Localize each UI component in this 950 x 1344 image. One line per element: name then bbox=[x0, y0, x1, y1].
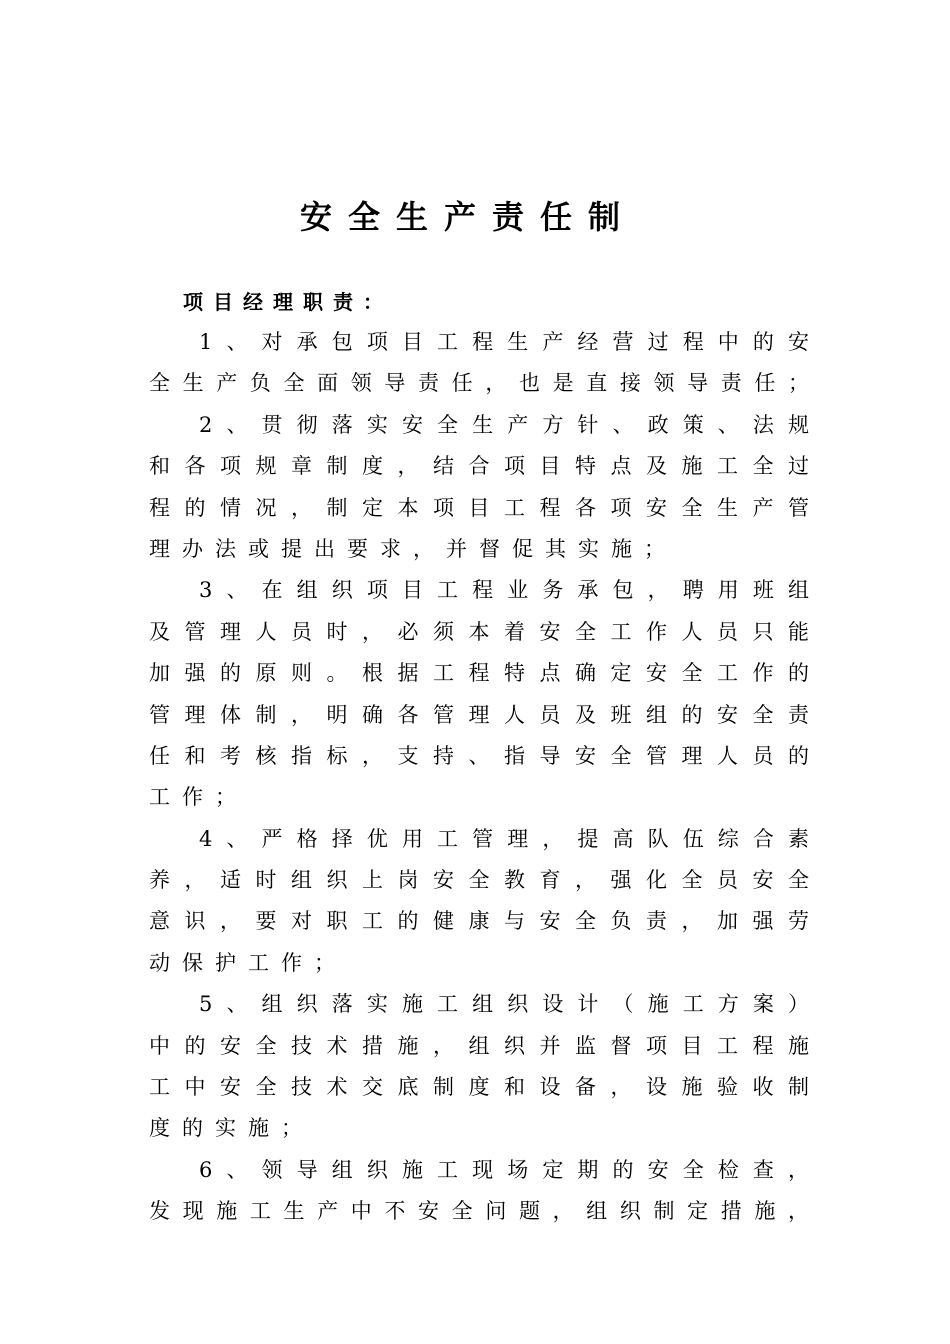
body-line: 和各项规章制度，结合项目特点及施工全过 bbox=[149, 454, 809, 479]
body-line: 意识，要对职工的健康与安全负责，加强劳 bbox=[149, 909, 809, 934]
body-line: 工中安全技术交底制度和设备，设施验收制 bbox=[149, 1075, 809, 1100]
body-line: 6、领导组织施工现场定期的安全检查， bbox=[199, 1157, 809, 1182]
body-line: 5、组织落实施工组织设计（施工方案） bbox=[199, 992, 809, 1017]
body-line: 动保护工作； bbox=[149, 950, 347, 975]
document-body bbox=[149, 322, 809, 1233]
body-line: 管理体制，明确各管理人员及班组的安全责 bbox=[149, 702, 809, 727]
body-line: 4、严格择优用工管理，提高队伍综合素 bbox=[199, 826, 809, 851]
document-title: 安全生产责任制 bbox=[299, 198, 636, 236]
body-line: 3、在组织项目工程业务承包，聘用班组 bbox=[199, 578, 809, 603]
body-line: 理办法或提出要求，并督促其实施； bbox=[149, 536, 677, 561]
body-line: 程的情况，制定本项目工程各项安全生产管 bbox=[149, 495, 809, 520]
body-line: 2、贯彻落实安全生产方针、政策、法规 bbox=[199, 412, 809, 437]
body-line: 1、对承包项目工程生产经营过程中的安 bbox=[199, 330, 809, 354]
body-line: 发现施工生产中不安全问题，组织制定措施， bbox=[149, 1199, 809, 1224]
section-heading: 项目经理职责： bbox=[183, 290, 393, 314]
body-line: 全生产负全面领导责任，也是直接领导责任； bbox=[149, 371, 809, 396]
body-line: 中的安全技术措施，组织并监督项目工程施 bbox=[149, 1033, 809, 1058]
body-line: 任和考核指标，支持、指导安全管理人员的 bbox=[149, 743, 809, 768]
body-line: 加强的原则。根据工程特点确定安全工作的 bbox=[149, 661, 809, 686]
body-line: 及管理人员时，必须本着安全工作人员只能 bbox=[149, 619, 809, 644]
body-line: 养，适时组织上岗安全教育，强化全员安全 bbox=[149, 868, 809, 893]
body-line: 度的实施； bbox=[149, 1116, 314, 1141]
body-line: 工作； bbox=[149, 785, 248, 810]
